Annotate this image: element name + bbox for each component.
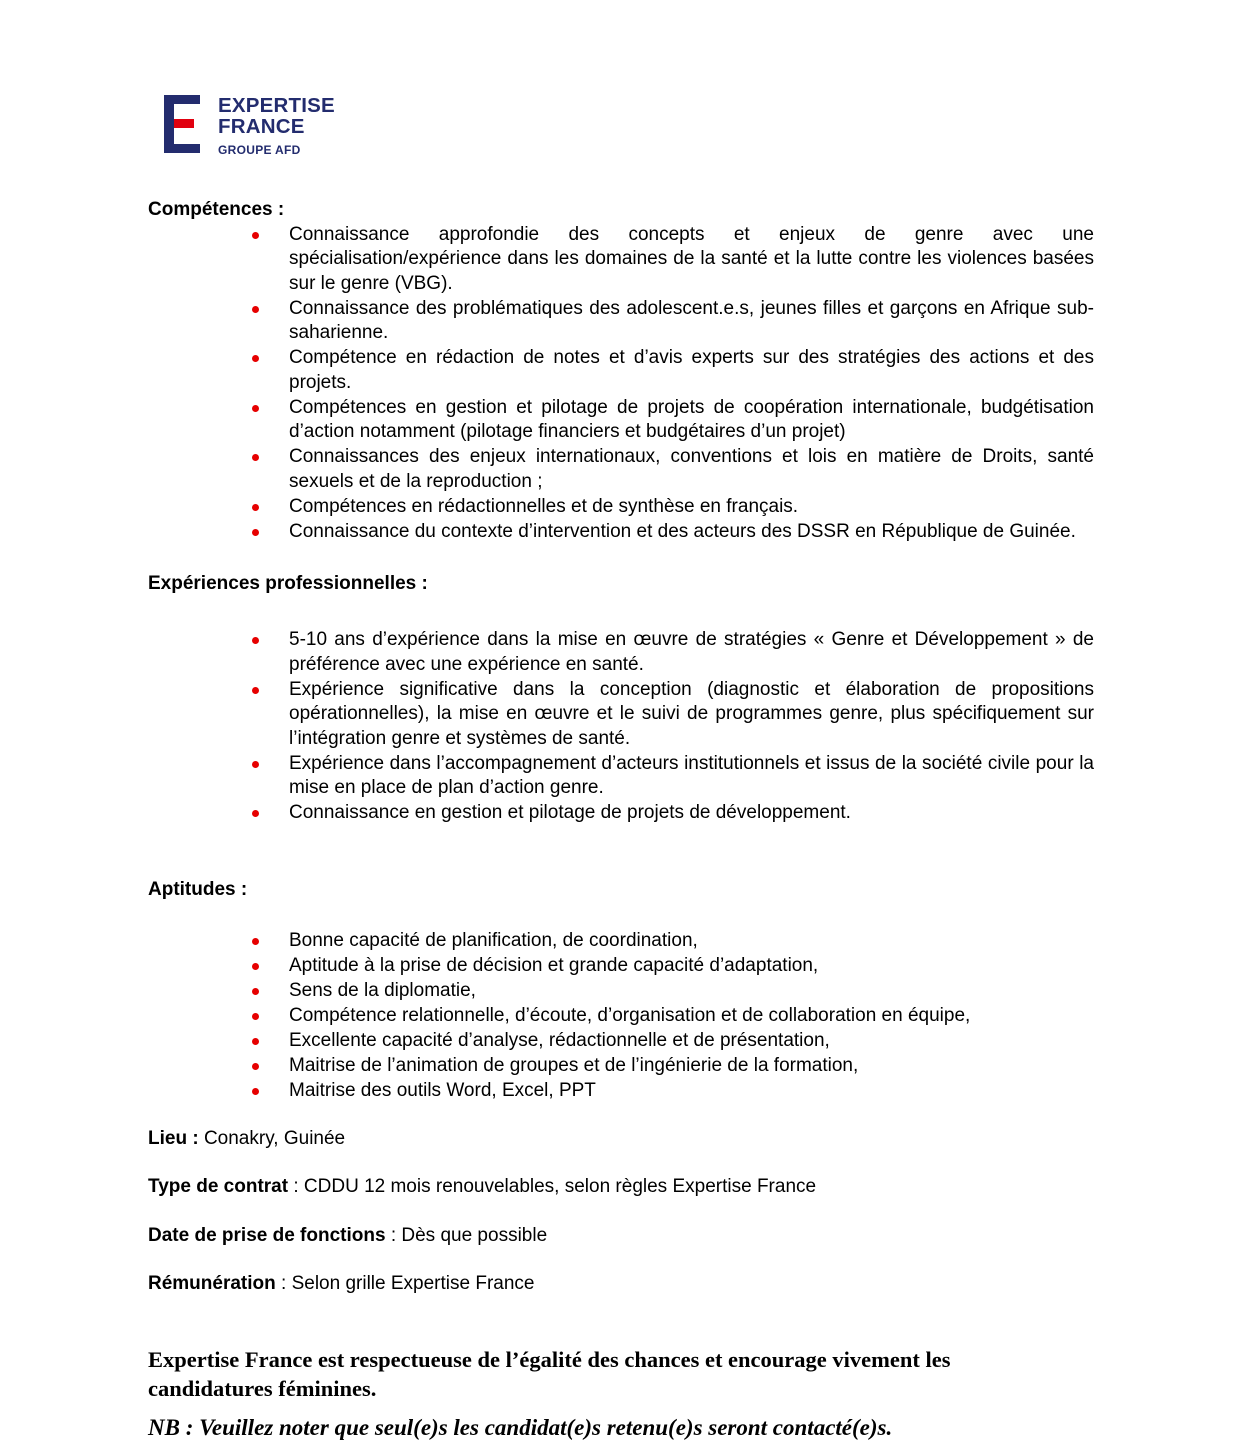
lieu-line [148, 1127, 1094, 1152]
remuneration-line [148, 1272, 1094, 1297]
bullet-icon [252, 761, 259, 768]
equality-statement: Expertise France est respectueuse de l’égalité des chances et encourage vivement les candidatures féminines. [148, 1347, 951, 1401]
logo-line-2: FRANCE [218, 115, 305, 138]
list-item: Expérience dans l’accompagnement d’acteurs institutionnels et issus de la société civile pour la mise en place de plan d’action genre. [289, 752, 1094, 801]
bullet-icon [252, 810, 259, 817]
logo-line-1: EXPERTISE [218, 94, 335, 117]
bullet-icon [252, 938, 259, 945]
competences-list [148, 223, 1094, 545]
logo-e-icon [164, 95, 202, 153]
bullet-icon [252, 529, 259, 536]
experiences-list [148, 628, 1094, 826]
bullet-icon [252, 405, 259, 412]
bullet-icon [252, 637, 259, 644]
date-value: : Dès que possible [385, 1224, 548, 1246]
document-body [148, 198, 1094, 1297]
list-item: Connaissances des enjeux internationaux, conventions et lois en matière de Droits, santé sexuels et de la reproduction ; [289, 445, 1094, 494]
contrat-label: Type de contrat [148, 1176, 289, 1197]
logo-text [218, 95, 335, 157]
list-item: Connaissance approfondie des concepts et enjeux de genre avec une spécialisation/expérience dans les domaines de la santé et la lutte contre les violences basées sur le genre (VBG). [289, 223, 1094, 297]
list-item: Maitrise des outils Word, Excel, PPT [289, 1079, 1094, 1104]
expertise-france-logo [164, 95, 344, 155]
bullet-icon [252, 1088, 259, 1095]
bullet-icon [252, 1063, 259, 1070]
list-item: Compétences en gestion et pilotage de projets de coopération internationale, budgétisation d’action notamment (pilotage financiers et budgétaires d’un projet) [289, 396, 1094, 445]
remuneration-value: : Selon grille Expertise France [275, 1273, 535, 1294]
bullet-icon [252, 1038, 259, 1045]
contrat-value: : CDDU 12 mois renouvelables, selon règles Expertise France [288, 1176, 817, 1197]
bullet-icon [252, 454, 259, 461]
list-item: Excellente capacité d’analyse, rédactionnelle et de présentation, [289, 1029, 1094, 1054]
competences-heading: Compétences : [148, 199, 285, 220]
bullet-icon [252, 687, 259, 694]
list-item: Compétences en rédactionnelles et de synthèse en français. [289, 495, 1094, 520]
nb-statement: NB : Veuillez noter que seul(e)s les candidat(e)s retenu(e)s seront contacté(e)s. [148, 1415, 893, 1440]
bullet-icon [252, 306, 259, 313]
list-item: Aptitude à la prise de décision et grande capacité d’adaptation, [289, 954, 1094, 979]
aptitudes-list [148, 929, 1094, 1104]
list-item: Connaissance du contexte d’intervention et des acteurs des DSSR en République de Guinée. [289, 520, 1094, 545]
bullet-icon [252, 988, 259, 995]
bullet-icon [252, 963, 259, 970]
date-label: Date de prise de fonctions [148, 1224, 386, 1246]
bullet-icon [252, 1013, 259, 1020]
list-item: Expérience significative dans la conception (diagnostic et élaboration de propositions opérationnelles), la mise en œuvre et le suivi de programmes genre, plus spécifiquement sur l’intégration genre et systèmes de santé. [289, 678, 1094, 752]
list-item: Bonne capacité de planification, de coordination, [289, 929, 1094, 954]
list-item: 5-10 ans d’expérience dans la mise en œuvre de stratégies « Genre et Développement » de préférence avec une expérience en santé. [289, 628, 1094, 677]
lieu-label: Lieu : [148, 1127, 199, 1149]
list-item: Maitrise de l’animation de groupes et de l’ingénierie de la formation, [289, 1054, 1094, 1079]
bullet-icon [252, 355, 259, 362]
list-item: Compétence relationnelle, d’écoute, d’organisation et de collaboration en équipe, [289, 1004, 1094, 1029]
aptitudes-heading: Aptitudes : [148, 879, 248, 900]
list-item: Sens de la diplomatie, [289, 979, 1094, 1004]
list-item: Connaissance des problématiques des adolescent.e.s, jeunes filles et garçons en Afrique sub-saharienne. [289, 297, 1094, 346]
lieu-value: Conakry, Guinée [198, 1127, 346, 1149]
date-line [148, 1224, 1094, 1249]
list-item: Connaissance en gestion et pilotage de projets de développement. [289, 801, 1094, 826]
list-item: Compétence en rédaction de notes et d’avis experts sur des stratégies des actions et des projets. [289, 346, 1094, 395]
remuneration-label: Rémunération [148, 1273, 276, 1294]
experiences-heading: Expériences professionnelles : [148, 572, 428, 594]
contrat-line [148, 1175, 1094, 1200]
bullet-icon [252, 232, 259, 239]
logo-line-3: GROUPE AFD [218, 143, 301, 157]
bullet-icon [252, 504, 259, 511]
